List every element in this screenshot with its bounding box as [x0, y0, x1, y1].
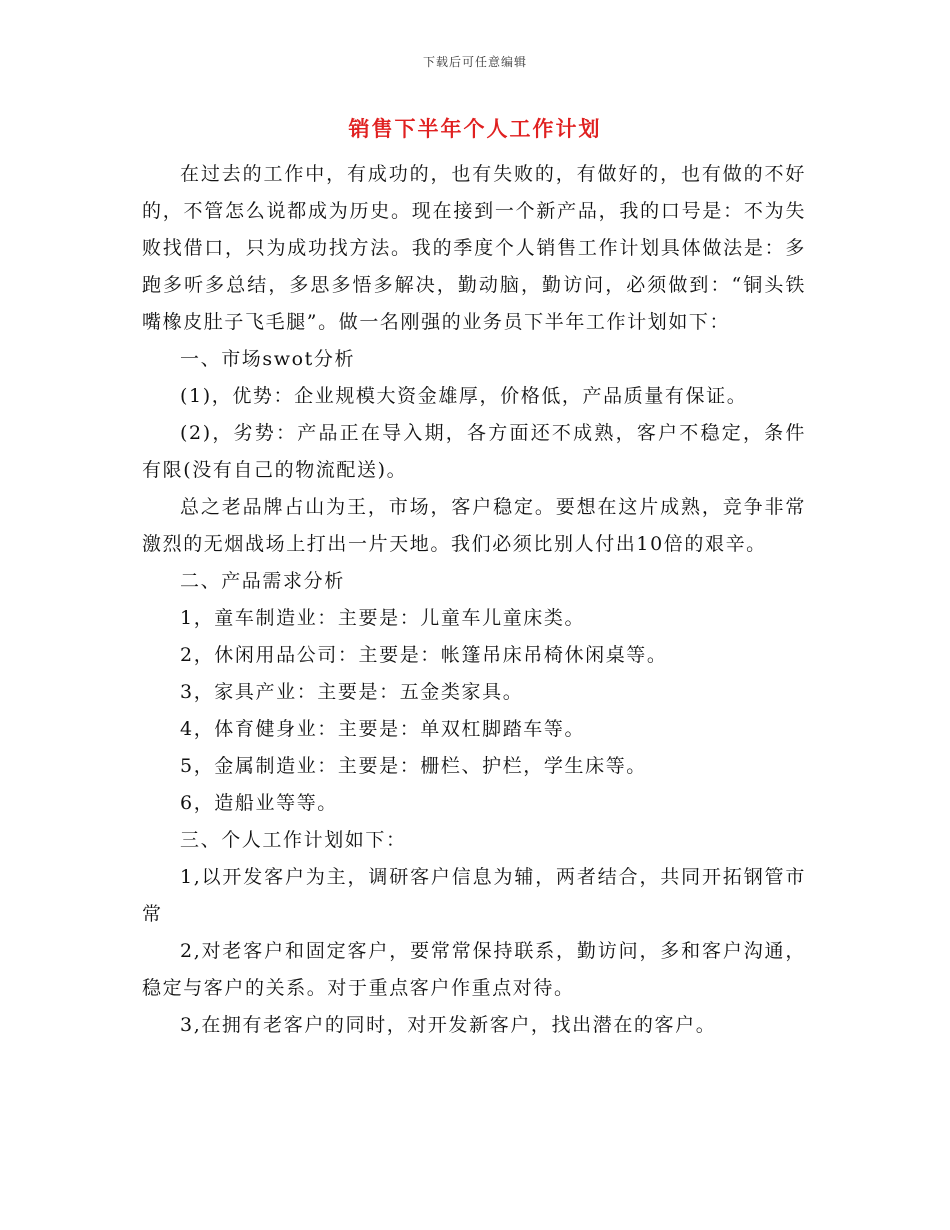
list-item: 4，体育健身业：主要是：单双杠脚踏车等。: [180, 718, 586, 740]
page-title: 销售下半年个人工作计划: [348, 116, 602, 141]
list-item: 1,以开发客户为主，调研客户信息为辅，两者结合，共同开拓钢管市常: [142, 866, 806, 925]
paragraph-strengths: (1)，优势：企业规模大资金雄厚，价格低，产品质量有保证。: [180, 385, 748, 407]
paragraph-summary: 总之老品牌占山为王，市场，客户稳定。要想在这片成熟，竞争非常激烈的无烟战场上打出一片天地。我们必须比别人付出10倍的艰辛。: [142, 496, 806, 555]
paragraph-intro: 在过去的工作中，有成功的，也有失败的，有做好的，也有做的不好的，不管怎么说都成为历史。现在接到一个新产品，我的口号是：不为失败找借口，只为成功找方法。我的季度个人销售工作计划具体做法是：多跑多听多总结，多思多悟多解决，勤动脑，勤访问，必须做到：“铜头铁嘴橡皮肚子飞毛腿”。做一名刚强的业务员下半年工作计划如下：: [142, 163, 806, 333]
paragraph-weaknesses: (2)，劣势：产品正在导入期，各方面还不成熟，客户不稳定，条件有限(没有自己的物流配送)。: [142, 422, 806, 481]
list-item: 2,对老客户和固定客户，要常常保持联系，勤访问，多和客户沟通，稳定与客户的关系。对于重点客户作重点对待。: [142, 940, 806, 999]
list-item: 2，休闲用品公司：主要是：帐篷吊床吊椅休闲桌等。: [180, 644, 668, 666]
section-heading-swot: 一、市场swot分析: [180, 348, 356, 370]
list-item: 1，童车制造业：主要是：儿童车儿童床类。: [180, 607, 586, 629]
section-heading-demand: 二、产品需求分析: [180, 570, 345, 592]
document-body: [142, 156, 806, 1044]
section-heading-plan: 三、个人工作计划如下：: [180, 829, 407, 851]
list-item: 3,在拥有老客户的同时，对开发新客户，找出潜在的客户。: [180, 1014, 717, 1036]
list-item: 6，造船业等等。: [180, 792, 338, 814]
list-item: 3，家具产业：主要是：五金类家具。: [180, 681, 524, 703]
list-item: 5，金属制造业：主要是：栅栏、护栏，学生床等。: [180, 755, 647, 777]
header-note: 下载后可任意编辑: [422, 55, 527, 69]
